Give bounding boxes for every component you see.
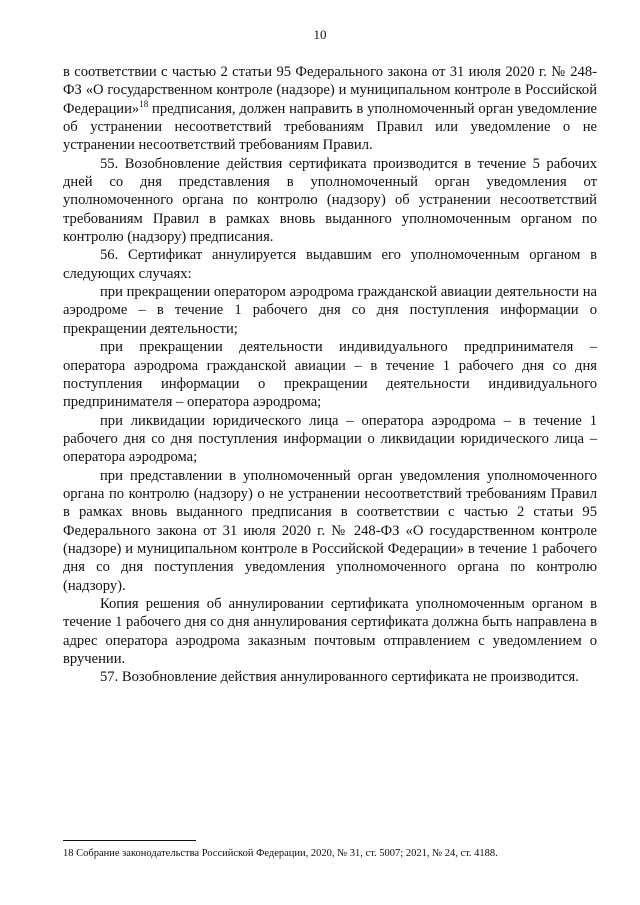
paragraph-text: в соответствии с частью 2 статьи 95 Федерального закона от 31 июля 2020 г. № 248-ФЗ «О государственном контроле (надзоре) и муниципальном контроле в Российской Федерации»	[63, 64, 597, 117]
list-item-operator-termination: при прекращении оператором аэродрома гражданской авиации деятельности на аэродроме – в течение 1 рабочего дня со дня поступления информации о прекращении деятельности;	[63, 284, 597, 337]
paragraph-continuation	[63, 63, 597, 155]
paragraph-55: 55. Возобновление действия сертификата производится в течение 5 рабочих дней со дня представления в уполномоченный орган уведомления от уполномоченного органа по контролю (надзору) об устранении несоответствий требованиям Правил в рамках вновь выданного уполномоченным органом по контролю (надзору) предписания.	[63, 155, 597, 246]
footnote-mark: 18	[63, 848, 74, 859]
page-number: 10	[313, 27, 327, 42]
document-body	[63, 63, 597, 687]
list-item-liquidation: при ликвидации юридического лица – оператора аэродрома – в течение 1 рабочего дня со дня поступления информации о ликвидации юридического лица – оператора аэродрома;	[63, 412, 597, 466]
footnote-separator	[63, 840, 196, 841]
list-item-entrepreneur-termination: при прекращении деятельности индивидуального предпринимателя – оператора аэродрома гражданской авиации – в течение 1 рабочего дня со дня поступления информации о прекращении деятельности индивидуального предпринимателя – оператора аэродрома;	[63, 339, 597, 411]
footnote-reference: 18	[139, 98, 149, 109]
footnote-text: Собрание законодательства Российской Федерации, 2020, № 31, ст. 5007; 2021, № 24, ст. 4188.	[73, 848, 498, 859]
list-item-non-remediation-notice: при представлении в уполномоченный орган уведомления уполномоченного органа по контролю (надзору) о не устранении несоответствий требованиям Правил в рамках вновь выданного предписания в соответствии с частью 2 статьи 95 Федерального закона от 31 июля 2020 г. № 248-ФЗ «О государственном контроле (надзоре) и муниципальном контроле в Российской Федерации» в течение 1 рабочего дня со дня поступления уведомления уполномоченного органа по контролю (надзору).	[63, 467, 597, 594]
paragraph-copy-of-decision: Копия решения об аннулировании сертификата уполномоченным органом в течение 1 рабочего дня со дня аннулирования сертификата должна быть направлена в адрес оператора аэродрома заказным почтовым отправлением с уведомлением о вручении.	[63, 595, 597, 667]
paragraph-56: 56. Сертификат аннулируется выдавшим его уполномоченным органом в следующих случаях:	[63, 247, 597, 282]
footnote	[63, 847, 597, 860]
paragraph-57: 57. Возобновление действия аннулированного сертификата не производится.	[100, 669, 579, 686]
paragraph-text: предписания, должен направить в уполномоченный орган уведомление об устранении несоответствий требованиям Правил или уведомление о не устранении несоответствий требованиям Правил.	[63, 100, 597, 154]
